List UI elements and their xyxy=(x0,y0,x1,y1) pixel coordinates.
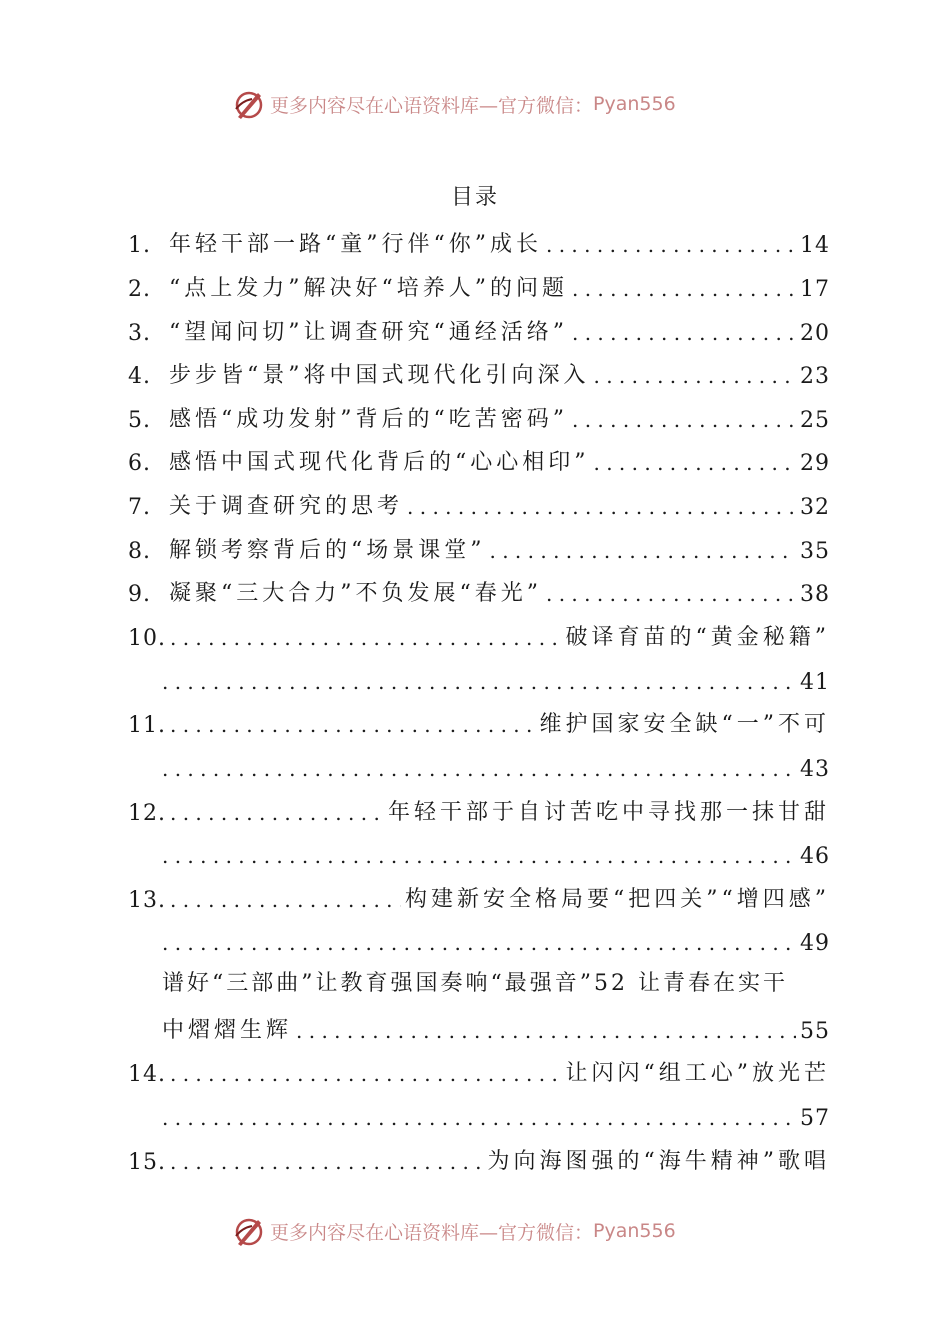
toc-entry-line1 xyxy=(128,790,830,826)
entry-title: 构建新安全格局要“把四关”“增四感” xyxy=(405,887,830,912)
entry-number: 2. xyxy=(128,277,151,302)
toc-entry xyxy=(128,397,830,433)
entry-page: 43 xyxy=(800,757,830,782)
entry-page: 57 xyxy=(800,1106,830,1131)
entry-title: 中熠熠生辉 xyxy=(162,1018,293,1043)
entry-number: 4. xyxy=(128,364,151,389)
leader-dots xyxy=(546,233,796,258)
leader-dots xyxy=(170,1150,484,1175)
entry-page: 55 xyxy=(800,1019,830,1044)
watermark-wechat-id: Pyan556 xyxy=(593,1220,676,1242)
leader-dots xyxy=(162,931,796,956)
entry-number: 8. xyxy=(128,539,151,564)
entry-title: “望闻问切”让调查研究“通经活络” xyxy=(169,320,568,345)
watermark-text: 更多内容尽在心语资料库—官方微信： xyxy=(270,1221,594,1244)
toc-entry xyxy=(162,1008,830,1044)
leader-dots xyxy=(296,1019,796,1044)
toc-entry xyxy=(128,484,830,520)
toc-entry-line2 xyxy=(162,1095,830,1131)
toc-entry-line1 xyxy=(128,702,830,738)
entry-number: 9. xyxy=(128,582,151,607)
leader-dots xyxy=(162,757,796,782)
toc-title: 目录 xyxy=(450,185,499,210)
leader-dots xyxy=(572,277,796,302)
entry-title: 为向海图强的“海牛精神”歌唱 xyxy=(487,1149,830,1174)
entry-page: 23 xyxy=(800,364,830,389)
entry-title: “点上发力”解决好“培养人”的问题 xyxy=(169,276,568,301)
entry-title: 关于调查研究的思考 xyxy=(169,494,404,519)
leader-dots xyxy=(170,626,562,651)
entry-title: 凝聚“三大合力”不负发展“春光” xyxy=(169,581,542,606)
entry-number: 6. xyxy=(128,451,151,476)
toc-entry-line2 xyxy=(162,833,830,869)
entry-title: 步步皆“景”将中国式现代化引向深入 xyxy=(169,363,590,388)
toc-entry-line1 xyxy=(128,1051,830,1087)
toc-entry xyxy=(128,222,830,258)
toc-free-line: 谱好“三部曲”让教育强国奏响“最强音”52 让青春在实干 xyxy=(162,971,788,996)
leader-dots xyxy=(162,844,796,869)
toc-entry-line2 xyxy=(162,746,830,782)
watermark-text: 更多内容尽在心语资料库—官方微信： xyxy=(270,94,594,117)
entry-title: 维护国家安全缺“一”不可 xyxy=(539,712,830,737)
entry-page: 38 xyxy=(800,582,830,607)
toc-entry xyxy=(128,528,830,564)
entry-number: 10. xyxy=(128,626,166,651)
entry-title: 年轻干部于自讨苦吃中寻找那一抹甘甜 xyxy=(387,800,830,825)
entry-number: 3. xyxy=(128,321,151,346)
entry-page: 35 xyxy=(800,539,830,564)
leader-dots xyxy=(170,1062,562,1087)
leader-dots xyxy=(407,495,796,520)
toc-entry-line1 xyxy=(128,1139,830,1175)
toc-entry-line1 xyxy=(128,615,830,651)
entry-page: 20 xyxy=(800,321,830,346)
toc-entry xyxy=(128,571,830,607)
header-watermark xyxy=(0,86,950,122)
entry-number: 5. xyxy=(128,408,151,433)
entry-title: 破译育苗的“黄金秘籍” xyxy=(565,625,830,650)
entry-page: 46 xyxy=(800,844,830,869)
entry-title: 解锁考察背后的“场景课堂” xyxy=(169,538,486,563)
entry-page: 25 xyxy=(800,408,830,433)
leader-dots xyxy=(170,713,536,738)
entry-page: 41 xyxy=(800,670,830,695)
entry-number: 12. xyxy=(128,801,166,826)
entry-page: 32 xyxy=(800,495,830,520)
leader-dots xyxy=(162,670,796,695)
toc-entry-line2 xyxy=(162,920,830,956)
entry-page: 49 xyxy=(800,931,830,956)
watermark-wechat-id: Pyan556 xyxy=(593,93,676,115)
toc-entry-line2 xyxy=(162,659,830,695)
entry-page: 29 xyxy=(800,451,830,476)
entry-title: 让闪闪“组工心”放光芒 xyxy=(565,1061,830,1086)
entry-title: 感悟中国式现代化背后的“心心相印” xyxy=(169,450,590,475)
entry-page: 14 xyxy=(800,233,830,258)
leader-dots xyxy=(546,582,796,607)
toc-entry xyxy=(128,440,830,476)
pen-logo-icon xyxy=(232,1214,266,1248)
leader-dots xyxy=(572,408,796,433)
entry-number: 13. xyxy=(128,888,166,913)
leader-dots xyxy=(594,364,797,389)
toc-entry xyxy=(128,310,830,346)
leader-dots xyxy=(162,1106,796,1131)
pen-logo-icon xyxy=(232,87,266,121)
toc-entry xyxy=(128,266,830,302)
entry-page: 17 xyxy=(800,277,830,302)
leader-dots xyxy=(170,801,384,826)
footer-watermark xyxy=(0,1213,950,1249)
toc-entry-line1 xyxy=(128,877,830,913)
entry-title: 年轻干部一路“童”行伴“你”成长 xyxy=(169,232,542,257)
leader-dots xyxy=(594,451,797,476)
entry-number: 11. xyxy=(128,713,166,738)
leader-dots xyxy=(490,539,797,564)
entry-number: 1. xyxy=(128,233,151,258)
leader-dots xyxy=(572,321,796,346)
toc-entry xyxy=(128,353,830,389)
entry-number: 7. xyxy=(128,495,151,520)
entry-number: 15. xyxy=(128,1150,166,1175)
entry-title: 感悟“成功发射”背后的“吃苦密码” xyxy=(169,407,568,432)
leader-dots xyxy=(170,888,401,913)
entry-number: 14. xyxy=(128,1062,166,1087)
